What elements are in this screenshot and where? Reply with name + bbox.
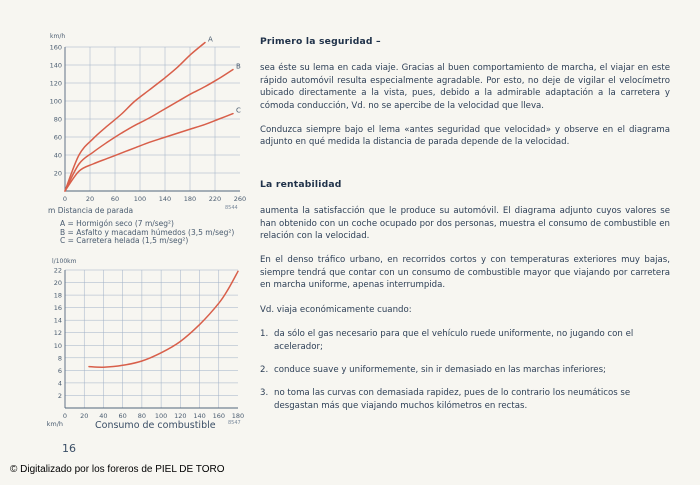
list-number: 1.: [260, 329, 269, 340]
figure-code: 8544: [225, 205, 238, 211]
series-label: A: [208, 35, 213, 44]
series-label: C: [236, 106, 241, 115]
section-title-safety: Primero la seguridad –: [260, 36, 381, 47]
list-text: no toma las curvas con demasiada rapidez, pues de lo contrario los neumáticos se desgastan más que viajando muchos kilómetros en rectas.: [274, 388, 631, 411]
x-tick-label: 160: [212, 412, 225, 420]
x-axis-label: m Distancia de parada: [48, 206, 134, 215]
list-item: [260, 328, 670, 353]
x-tick-label: 180: [231, 412, 245, 420]
footer-credit: © Digitalizado por los foreros de PIEL DE TORO: [10, 464, 225, 475]
y-tick-label: 100: [49, 97, 62, 106]
x-tick-label: 60: [118, 412, 127, 420]
paragraph: Vd. viaja económicamente cuando:: [260, 304, 412, 315]
x-tick-label: 60: [110, 195, 120, 203]
legend-item-a: A = Hormigón seco (7 m/seg²): [60, 219, 174, 228]
y-tick-label: 18: [53, 291, 62, 300]
paragraph: En el denso tráfico urbano, en recorridos cortos y con temperaturas exteriores muy bajas, siempre tendrá que contar con un consumo de combustible mayor que viajando por carretera en marcha uniforme, apenas interrumpida.: [260, 255, 670, 291]
y-unit-label: l/100km: [52, 258, 77, 265]
y-tick-label: 40: [53, 151, 62, 160]
figure-code: 8547: [228, 420, 241, 426]
stopping-chart-legend: [60, 220, 250, 246]
x-tick-label: 180: [183, 195, 197, 203]
list-text: da sólo el gas necesario para que el vehículo ruede uniformente, no jugando con el acelerador;: [274, 329, 634, 352]
legend-item-c: C = Carretera helada (1,5 m/seg²): [60, 236, 189, 245]
x-tick-label: 120: [174, 412, 187, 420]
x-tick-label: 100: [154, 412, 168, 420]
y-tick-label: 22: [53, 266, 62, 275]
y-tick-label: 10: [53, 341, 62, 350]
paragraph: Conduzca siempre bajo el lema «antes seguridad que velocidad» y observe en el diagrama adjunto en qué medida la distancia de parada depende de la velocidad.: [260, 125, 670, 148]
section-title-economy: La rentabilidad: [260, 178, 342, 190]
chart-caption: Consumo de combustible: [95, 420, 216, 431]
list-item: [260, 364, 670, 376]
y-tick-label: 16: [53, 304, 62, 313]
list-item: [260, 387, 670, 412]
y-tick-label: 6: [57, 366, 62, 375]
page-number: 16: [62, 442, 76, 455]
stopping-distance-chart: [0, 0, 250, 220]
y-tick-label: 14: [53, 316, 62, 325]
list-text: conduce suave y uniformemente, sin ir demasiado en las marchas inferiores;: [274, 364, 606, 375]
y-tick-label: 140: [49, 61, 62, 70]
y-tick-label: 80: [53, 115, 62, 124]
x-tick-label: 140: [193, 412, 206, 420]
list-number: 2.: [260, 364, 269, 375]
x-unit-label: km/h: [46, 420, 63, 428]
x-tick-label: 0: [62, 195, 68, 203]
x-tick-label: 220: [208, 195, 222, 203]
y-tick-label: 160: [49, 43, 62, 52]
x-tick-label: 80: [137, 412, 147, 420]
list-number: 3.: [260, 388, 269, 399]
x-tick-label: 100: [133, 195, 147, 203]
economy-tips-list: [260, 328, 670, 412]
x-tick-label: 20: [85, 195, 95, 203]
y-tick-label: 120: [49, 79, 62, 88]
y-tick-label: 2: [57, 391, 62, 400]
series-line: [89, 271, 238, 367]
x-tick-label: 40: [99, 412, 108, 420]
text-column: [260, 36, 670, 423]
x-tick-label: 140: [158, 195, 172, 203]
x-tick-label: 260: [233, 195, 247, 203]
charts-column: [0, 0, 250, 485]
series-label: B: [236, 62, 241, 71]
y-tick-label: 60: [53, 133, 62, 142]
paragraph: sea éste su lema en cada viaje. Gracias al buen comportamiento de marcha, el viajar en este rápido automóvil resulta especialmente agradable. Por esto, no deje de vigilar el velocímetro ubicado directamente a la vista, pues, debido a la admirable adaptación a la carretera y cómoda conducción, Vd. no se apercibe de la velocidad que lleva.: [260, 63, 670, 111]
y-tick-label: 8: [57, 354, 62, 363]
x-tick-label: 0: [62, 412, 68, 420]
paragraph: aumenta la satisfacción que le produce su automóvil. El diagrama adjunto cuyos valores se han obtenido con un coche ocupado por dos personas, muestra el consumo de combustible en relación con la velocidad.: [260, 206, 670, 242]
y-tick-label: 20: [53, 169, 62, 178]
y-tick-label: 20: [53, 279, 62, 288]
x-tick-label: 20: [80, 412, 89, 420]
y-tick-label: 12: [53, 329, 62, 338]
y-tick-label: 4: [57, 379, 62, 388]
fuel-consumption-chart: [0, 250, 250, 450]
y-unit-label: km/h: [50, 33, 66, 40]
legend-item-b: B = Asfalto y macadam húmedos (3,5 m/seg²): [60, 227, 235, 237]
